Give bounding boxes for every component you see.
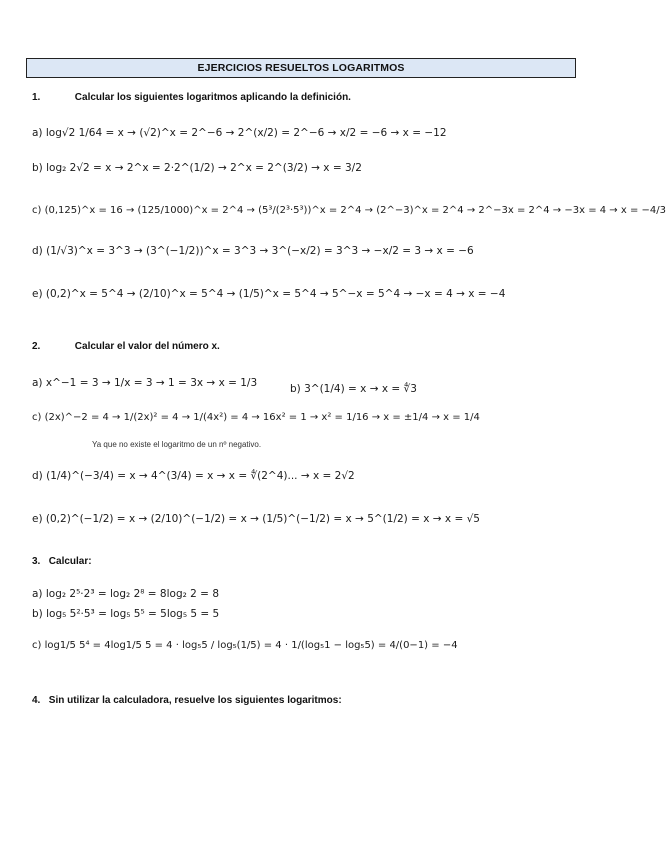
- equation-2b: b) 3^(1/4) = x → x = ∜3: [290, 383, 417, 395]
- section-number: 1.: [32, 92, 41, 103]
- section-2-heading: [32, 341, 220, 352]
- equation-1c: c) (0,125)^x = 16 → (125/1000)^x = 2^4 → (5³/(2³·5³))^x = 2^4 → (2^−3)^x = 2^4 → 2^−3x = 2^4 → −3x = 4 → x = −4/3: [32, 205, 666, 216]
- equation-3c: c) log1/5 5⁴ = 4log1/5 5 = 4 · log₅5 / log₅(1/5) = 4 · 1/(log₅1 − log₅5) = 4/(0−1) = −4: [32, 640, 458, 651]
- section-title: Sin utilizar la calculadora, resuelve los siguientes logaritmos:: [48, 695, 342, 706]
- section-title: Calcular:: [48, 556, 92, 567]
- section-1-heading: [32, 92, 351, 103]
- equation-2e: e) (0,2)^(−1/2) = x → (2/10)^(−1/2) = x → (1/5)^(−1/2) = x → 5^(1/2) = x → x = √5: [32, 513, 480, 525]
- section-number: 3.: [32, 556, 41, 567]
- equation-3b: b) log₅ 5²·5³ = log₅ 5⁵ = 5log₅ 5 = 5: [32, 608, 220, 620]
- section-number: 2.: [32, 341, 41, 352]
- section-3-heading: [32, 556, 92, 567]
- equation-1d: d) (1/√3)^x = 3^3 → (3^(−1/2))^x = 3^3 → 3^(−x/2) = 3^3 → −x/2 = 3 → x = −6: [32, 245, 474, 257]
- section-4-heading: [32, 695, 342, 706]
- section-title: Calcular el valor del número x.: [74, 341, 220, 352]
- section-number: 4.: [32, 695, 41, 706]
- equation-2a: a) x^−1 = 3 → 1/x = 3 → 1 = 3x → x = 1/3: [32, 377, 258, 389]
- equation-1e: e) (0,2)^x = 5^4 → (2/10)^x = 5^4 → (1/5)^x = 5^4 → 5^−x = 5^4 → −x = 4 → x = −4: [32, 288, 506, 300]
- section-title: Calcular los siguientes logaritmos aplicando la definición.: [74, 92, 351, 103]
- equation-1b: b) log₂ 2√2 = x → 2^x = 2·2^(1/2) → 2^x = 2^(3/2) → x = 3/2: [32, 162, 362, 174]
- section-2-note: Ya que no existe el logaritmo de un nº negativo.: [92, 440, 262, 449]
- worksheet-title: EJERCICIOS RESUELTOS LOGARITMOS: [26, 58, 576, 78]
- equation-2c: c) (2x)^−2 = 4 → 1/(2x)² = 4 → 1/(4x²) = 4 → 16x² = 1 → x² = 1/16 → x = ±1/4 → x = 1/4: [32, 412, 480, 423]
- equation-3a: a) log₂ 2⁵·2³ = log₂ 2⁸ = 8log₂ 2 = 8: [32, 588, 219, 600]
- equation-1a: a) log√2 1/64 = x → (√2)^x = 2^−6 → 2^(x/2) = 2^−6 → x/2 = −6 → x = −12: [32, 127, 447, 139]
- equation-2d: d) (1/4)^(−3/4) = x → 4^(3/4) = x → x = ∜(2^4)... → x = 2√2: [32, 470, 355, 482]
